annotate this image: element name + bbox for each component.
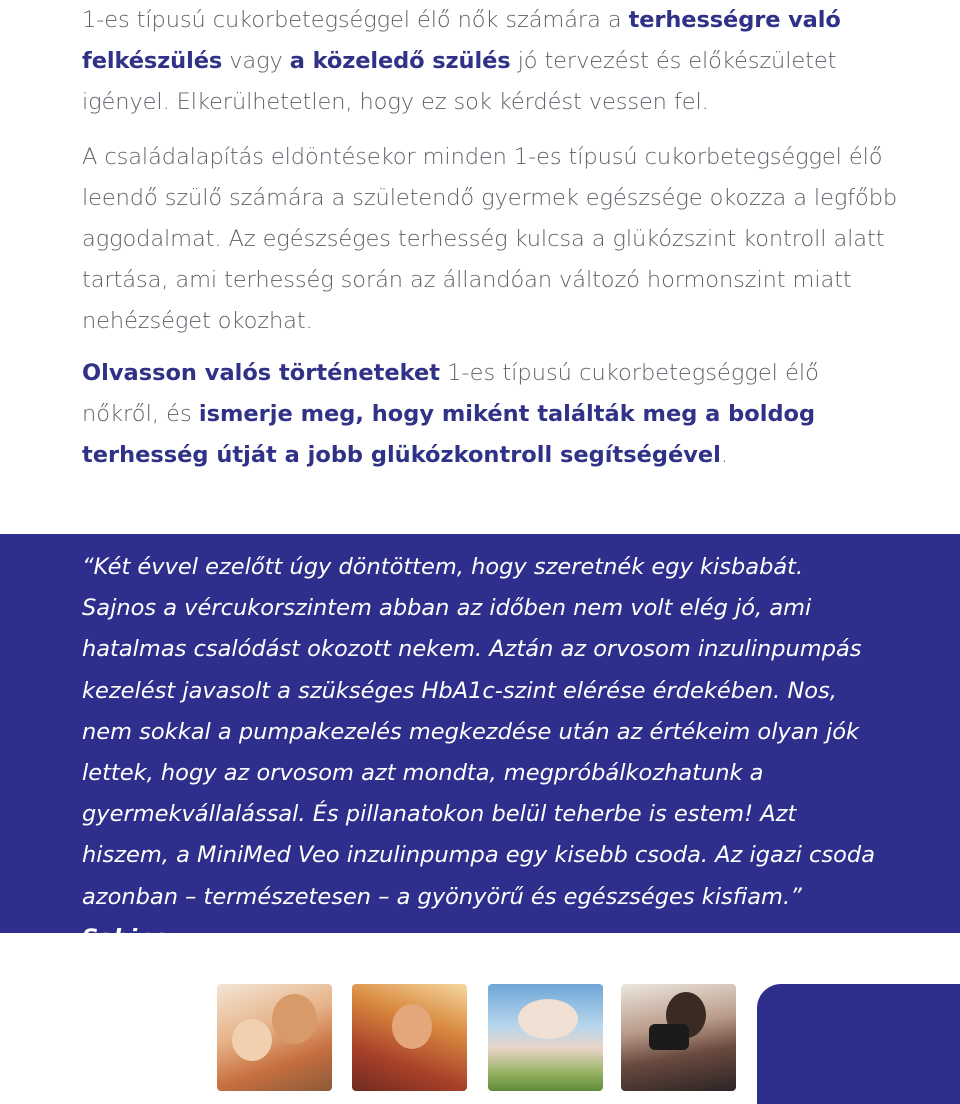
photo-shape: [232, 1019, 272, 1061]
photo-woman-reading: [352, 984, 467, 1091]
callout-period: .: [720, 442, 729, 468]
intro-paragraph-2: A családalapítás eldöntésekor minden 1-es típusú cukorbetegséggel élő leendő szülő számára a születendő gyermek egészsége okozza a legfőbb aggodalmat. Az egészséges terhesség kulcsa a glükózszint kontroll alatt tartása, ami terhesség során az állandóan változó hormonszint miatt nehézséget okozhat.: [82, 144, 898, 334]
callout-highlight: Olvasson valós történeteket: [82, 360, 441, 386]
camera-shape: [649, 1024, 689, 1050]
intro-paragraph-1: [82, 0, 902, 123]
photo-mother-child: [217, 984, 332, 1091]
testimonial-quote: [82, 547, 882, 959]
highlight-birth: a közeledő szülés: [289, 48, 511, 74]
quote-author: Sabine: [82, 924, 169, 951]
intro-text-part: vagy: [222, 48, 290, 74]
quote-text: “Két évvel ezelőtt úgy döntöttem, hogy szeretnék egy kisbabát. Sajnos a vércukorszintem abban az időben nem volt elég jó, ami hatalmas csalódást okozott nekem. Aztán az orvosom inzulinpumpás kezelést javasolt a szükséges HbA1c-szint elérése érdekében. Nos, nem sokkal a pumpakezelés megkezdése után az értékeim olyan jók lettek, hogy az orvosom azt mondta, megpróbálkozhatunk a gyermekvállalással. És pillanatokon belül teherbe is estem! Azt hiszem, a MiniMed Veo inzulinpumpa egy kisebb csoda. Az igazi csoda azonban – természetesen – a gyönyörű és egészséges kisfiam.”: [82, 554, 875, 910]
stories-callout: [82, 353, 902, 476]
photo-family-outdoors: [488, 984, 603, 1091]
photo-shape: [518, 999, 578, 1039]
corner-block: [757, 984, 960, 1104]
testimonial-band: [0, 534, 960, 951]
callout-highlight-2: ismerje meg, hogy miként találták meg a boldog terhesség útját a jobb glükózkontroll segítségével: [82, 401, 816, 468]
photo-shape: [392, 1004, 432, 1049]
intro-text-part: jó tervezést és előkészületet igényel. Elkerülhetetlen, hogy ez sok kérdést vessen fel.: [82, 48, 837, 115]
photo-shape: [272, 994, 317, 1044]
intro-text: [82, 0, 902, 356]
photo-woman-camera: [621, 984, 736, 1091]
callout-text: 1-es típusú cukorbetegséggel élő nőkről, és: [82, 360, 819, 427]
intro-text-part: 1-es típusú cukorbetegséggel élő nők számára a: [82, 7, 629, 33]
highlight-pregnancy-prep: terhességre való felkészülés: [82, 7, 841, 74]
